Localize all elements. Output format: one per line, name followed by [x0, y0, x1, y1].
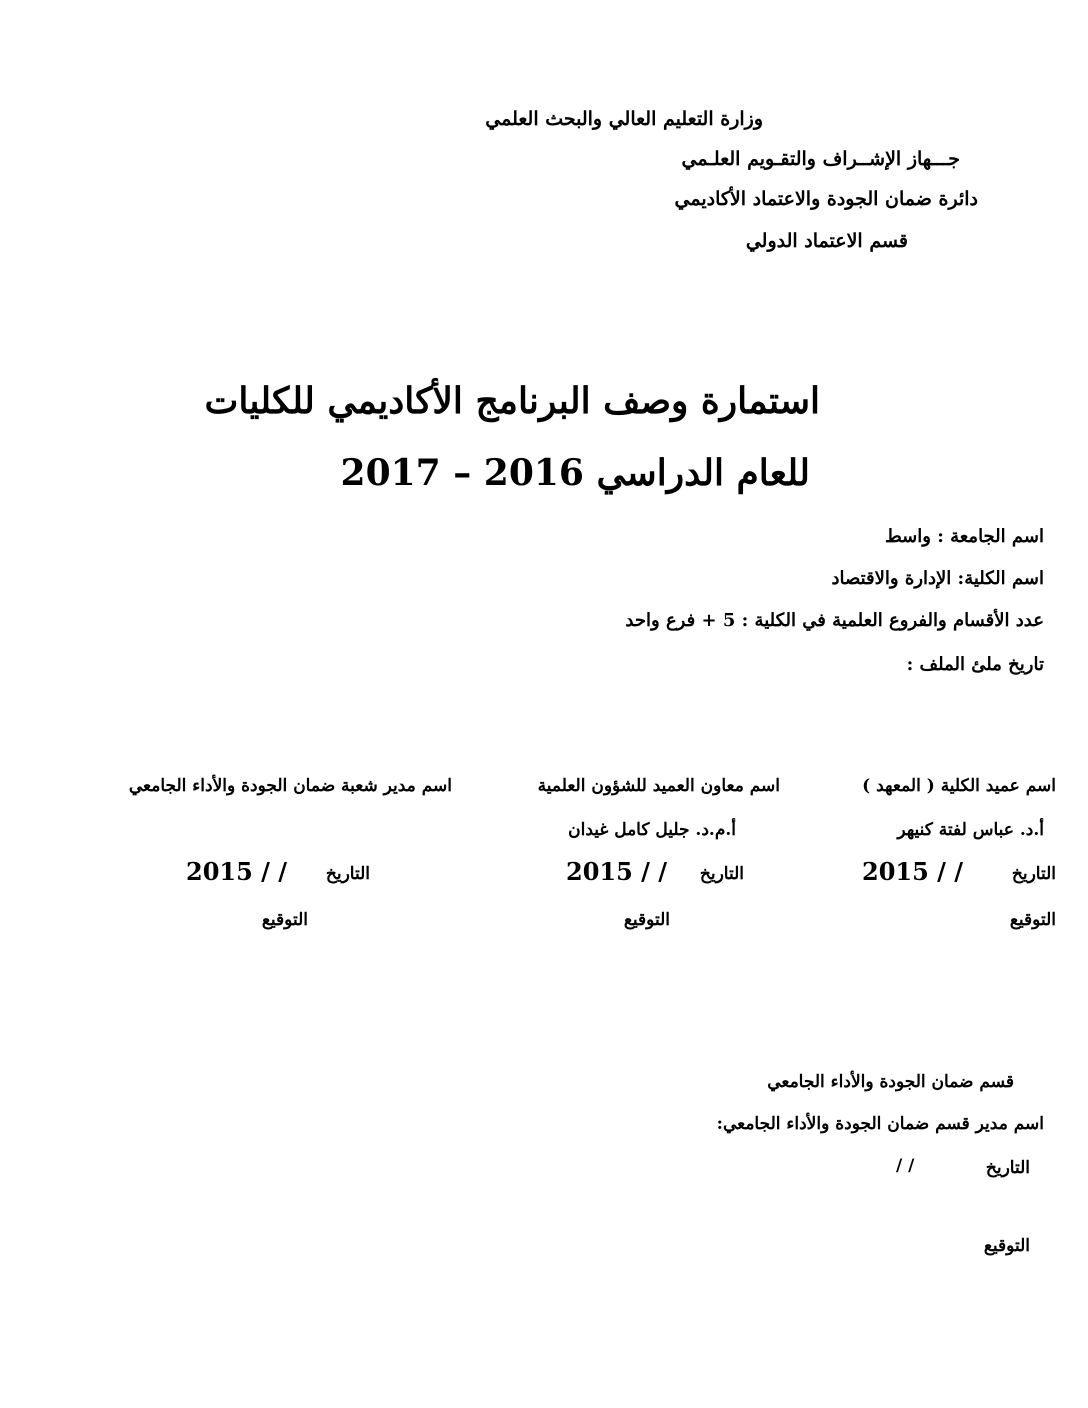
quality-signature-label: التوقيع [983, 1236, 1030, 1256]
quality-division-manager-role: اسم مدير شعبة ضمان الجودة والأداء الجامعي [128, 776, 452, 796]
quality-division-date-label: التاريخ [325, 864, 370, 884]
quality-division-signature-label: التوقيع [261, 910, 308, 930]
quality-directorate: دائرة ضمان الجودة والاعتماد الأكاديمي [674, 188, 978, 210]
quality-department: قسم ضمان الجودة والأداء الجامعي [767, 1072, 1014, 1092]
dean-signature-label: التوقيع [1009, 910, 1056, 930]
associate-dean-name: أ.م.د. جليل كامل غيدان [568, 820, 736, 840]
associate-dean-role: اسم معاون العميد للشؤون العلمية [537, 776, 780, 796]
college-line: اسم الكلية: الإدارة والاقتصاد [831, 568, 1044, 589]
quality-date-label: التاريخ [985, 1158, 1030, 1178]
accreditation-department: قسم الاعتماد الدولي [745, 230, 908, 252]
ministry-name: وزارة التعليم العالي والبحث العلمي [485, 108, 763, 130]
associate-dean-date-value: 2015 / / [566, 857, 668, 886]
academic-year-range: 2017 – 2016 [340, 452, 584, 494]
departments-line: عدد الأقسام والفروع العلمية في الكلية : 5 + فرع واحد [625, 610, 1044, 631]
dean-date-label: التاريخ [1011, 864, 1056, 884]
quality-department-manager: اسم مدير قسم ضمان الجودة والأداء الجامعي: [716, 1114, 1044, 1134]
dean-date-value: 2015 / / [862, 857, 964, 886]
associate-dean-date-label: التاريخ [699, 864, 744, 884]
dean-role: اسم عميد الكلية ( المعهد ) [862, 776, 1056, 796]
academic-year-prefix: للعام الدراسي [596, 452, 810, 494]
quality-division-date-value: 2015 / / [186, 857, 288, 886]
file-date-line: تاريخ ملئ الملف : [906, 654, 1044, 675]
academic-year-label [340, 452, 810, 494]
quality-date-value: / / [896, 1156, 915, 1176]
form-title: استمارة وصف البرنامج الأكاديمي للكليات [204, 380, 820, 422]
associate-dean-signature-label: التوقيع [623, 910, 670, 930]
university-line: اسم الجامعة : واسط [885, 526, 1044, 547]
dean-name: أ.د. عباس لفتة كنيهر [897, 820, 1044, 840]
supervision-authority: جـــهاز الإشــراف والتقـويم العلـمي [681, 148, 960, 170]
